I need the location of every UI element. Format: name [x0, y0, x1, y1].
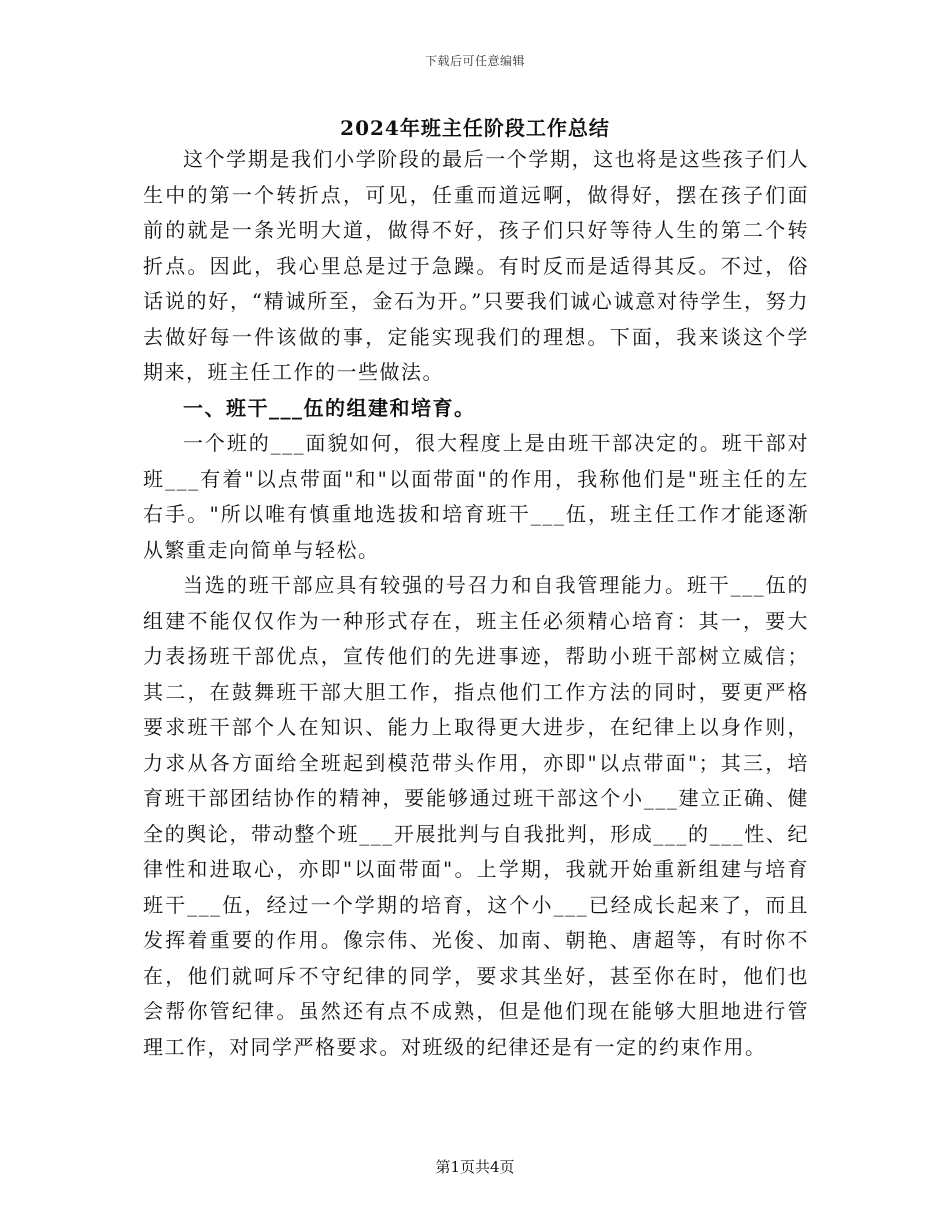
page-footer: 第1页共4页 — [435, 1158, 515, 1176]
paragraph-intro: 这个学期是我们小学阶段的最后一个学期，这也将是这些孩子们人生中的第一个转折点，可见，任重而道远啊，做得好，摆在孩子们面前的就是一条光明大道，做得不好，孩子们只好等待人生的第二个转折点。因此，我心里总是过于急躁。有时反而是适得其反。不过，俗话说的好，“精诚所至，金石为开。”只要我们诚心诚意对待学生，努力去做好每一件该做的事，定能实现我们的理想。下面，我来谈这个学期来，班主任工作的一些做法。 — [143, 147, 809, 384]
section-heading-1: 一、班干___伍的组建和培育。 — [183, 395, 476, 420]
paragraph-cadre-training: 当选的班干部应具有较强的号召力和自我管理能力。班干___伍的组建不能仅仅作为一种形式存在，班主任必须精心培育：其一，要大力表扬班干部优点，宣传他们的先进事迹，帮助小班干部树立威信；其二，在鼓舞班干部大胆工作，指点他们工作方法的同时，要更严格要求班干部个人在知识、能力上取得更大进步，在纪律上以身作则，力求从各方面给全班起到模范带头作用，亦即"以点带面"；其三，培育班干部团结协作的精神，要能够通过班干部这个小___建立正确、健全的舆论，带动整个班___开展批判与自我批判，形成___的___性、纪律性和进取心，亦即"以面带面"。上学期，我就开始重新组建与培育班干___伍，经过一个学期的培育，这个小___已经成长起来了，而且发挥着重要的作用。像宗伟、光俊、加南、朝艳、唐超等，有时你不在，他们就呵斥不守纪律的同学，要求其坐好，甚至你在时，他们也会帮你管纪律。虽然还有点不成熟，但是他们现在能够大胆地进行管理工作，对同学严格要求。对班级的纪律还是有一定的约束作用。 — [143, 573, 809, 1059]
document-title: 2024年班主任阶段工作总结 — [340, 116, 610, 140]
header-note: 下载后可任意编辑 — [424, 54, 525, 68]
document-body — [143, 142, 809, 1065]
paragraph-class-cadre: 一个班的___面貌如何，很大程度上是由班干部决定的。班干部对班___有着"以点带面"和"以面带面"的作用，我称他们是"班主任的左右手。"所以唯有慎重地选拔和培育班干___伍，班主任工作才能逐渐从繁重走向简单与轻松。 — [143, 431, 809, 562]
